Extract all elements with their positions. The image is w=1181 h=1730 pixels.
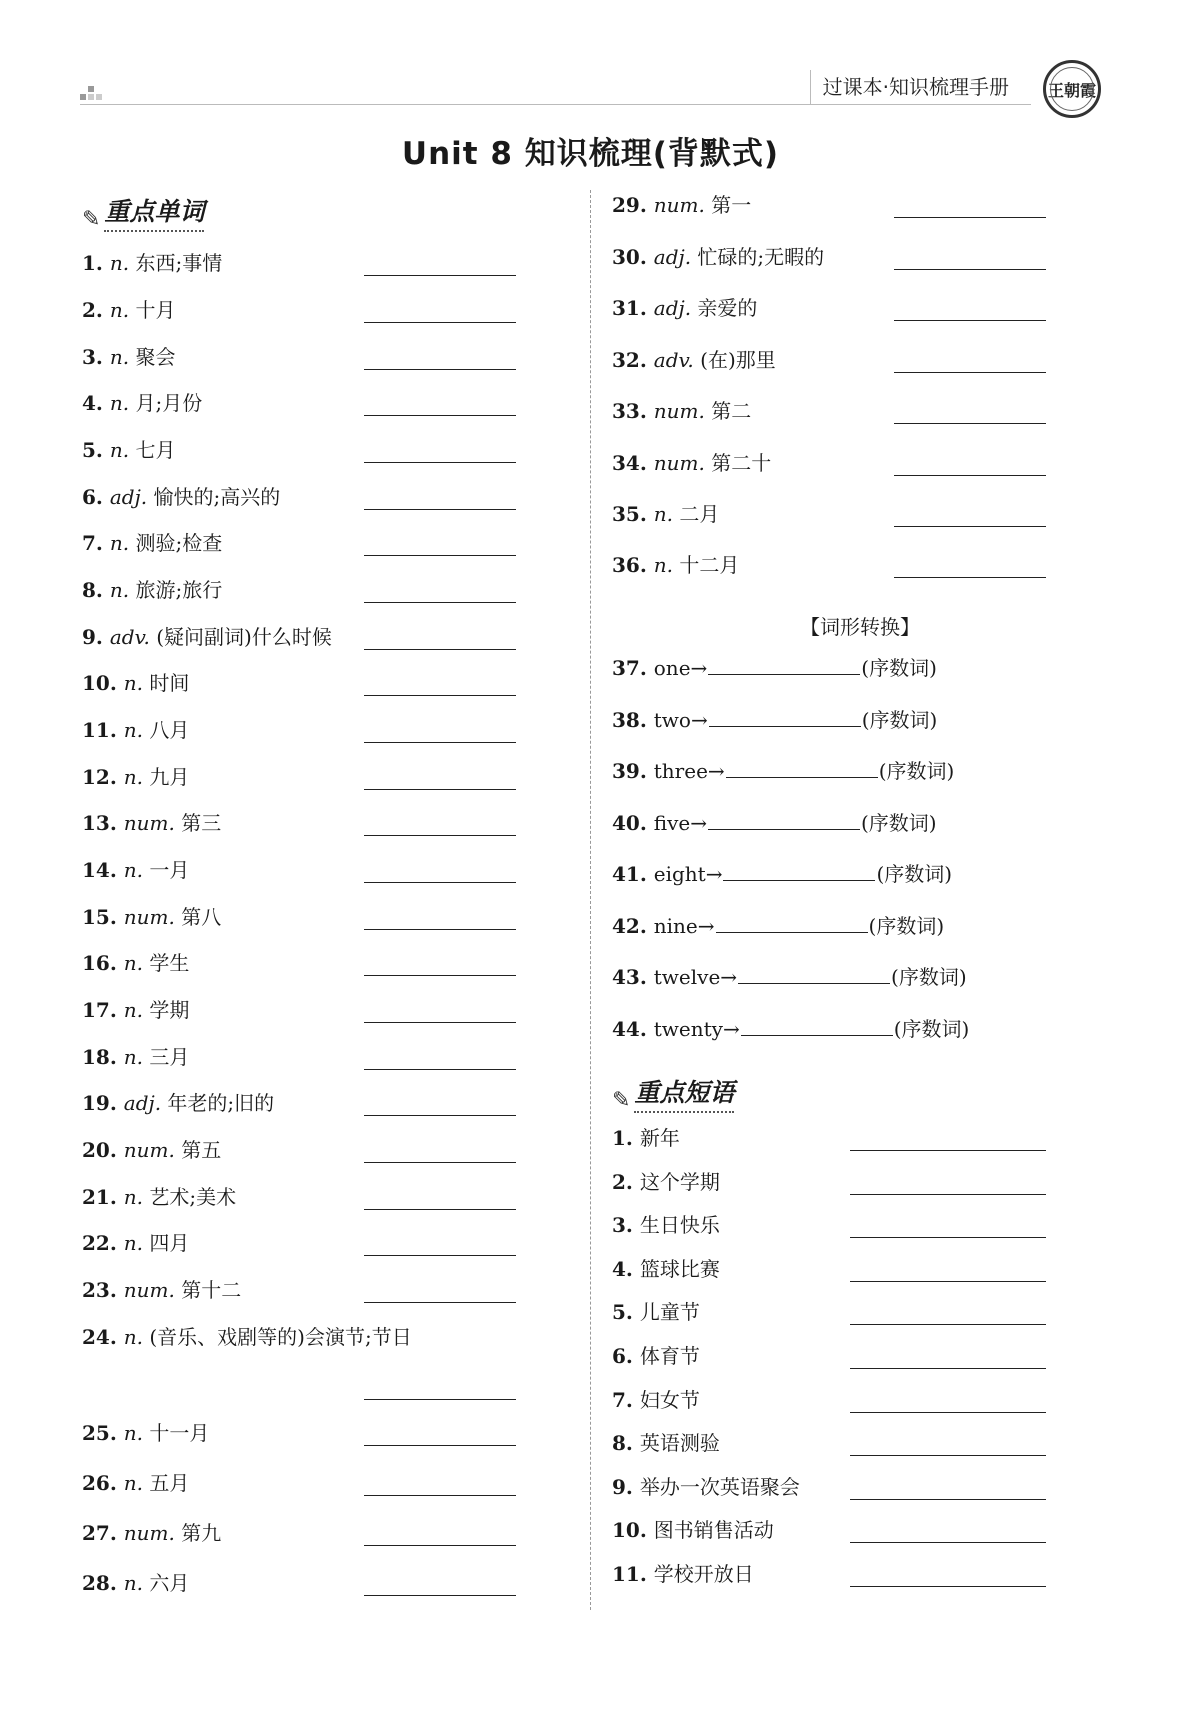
chinese-meaning: 一月 bbox=[149, 858, 190, 882]
chinese-meaning: 时间 bbox=[149, 671, 190, 695]
chinese-meaning: 月;月份 bbox=[135, 391, 203, 415]
word-item bbox=[82, 1567, 189, 1596]
answer-blank[interactable] bbox=[894, 372, 1046, 373]
answer-blank[interactable] bbox=[364, 882, 516, 883]
word-item bbox=[82, 1041, 189, 1070]
item-number: 35. bbox=[612, 502, 654, 526]
answer-blank[interactable] bbox=[364, 1115, 516, 1116]
word-item bbox=[82, 1274, 241, 1303]
word-item bbox=[612, 447, 771, 476]
part-of-speech: num. bbox=[653, 399, 712, 423]
item-number: 2. bbox=[82, 298, 110, 322]
chinese-meaning: 愉快的;高兴的 bbox=[153, 485, 281, 509]
answer-blank[interactable] bbox=[364, 1302, 516, 1303]
word-item bbox=[82, 1087, 274, 1116]
part-of-speech: n. bbox=[123, 1421, 150, 1445]
part-of-speech: num. bbox=[123, 905, 182, 929]
chinese-meaning: 第九 bbox=[181, 1521, 222, 1545]
item-number: 37. bbox=[612, 656, 654, 680]
pen-icon: ✎ bbox=[612, 1088, 631, 1113]
chinese-meaning: 第二 bbox=[711, 399, 752, 423]
part-of-speech: n. bbox=[109, 391, 136, 415]
part-of-speech: n. bbox=[123, 998, 150, 1022]
word-item bbox=[82, 901, 221, 930]
item-number: 9. bbox=[612, 1474, 640, 1499]
item-number: 6. bbox=[612, 1344, 640, 1368]
part-of-speech: adv. bbox=[109, 625, 157, 649]
header-decoration bbox=[80, 86, 102, 104]
item-number: 24. bbox=[82, 1325, 124, 1349]
section-word-transform: 【词形转换】 bbox=[800, 615, 920, 639]
pen-icon: ✎ bbox=[82, 207, 101, 232]
phrase-item bbox=[612, 1558, 754, 1587]
part-of-speech: n. bbox=[123, 1231, 150, 1255]
item-number: 13. bbox=[82, 811, 124, 835]
item-number: 1. bbox=[612, 1126, 640, 1150]
part-of-speech: n. bbox=[123, 1185, 150, 1209]
chinese-meaning: 年老的;旧的 bbox=[167, 1091, 275, 1115]
chinese-meaning: 东西;事情 bbox=[135, 251, 223, 275]
item-number: 25. bbox=[82, 1421, 124, 1445]
phrase-item bbox=[612, 1166, 720, 1195]
word-item bbox=[82, 481, 280, 510]
item-number: 4. bbox=[82, 391, 110, 415]
base-word: nine→ bbox=[653, 913, 715, 938]
item-number: 10. bbox=[612, 1518, 654, 1543]
answer-blank[interactable] bbox=[894, 423, 1046, 424]
chinese-meaning: 学生 bbox=[149, 951, 190, 975]
answer-blank[interactable] bbox=[894, 217, 1046, 218]
publisher-logo: 王朝霞 bbox=[1043, 60, 1101, 118]
word-item bbox=[612, 344, 776, 373]
answer-blank[interactable] bbox=[364, 1495, 516, 1496]
answer-blank[interactable] bbox=[364, 789, 516, 790]
transform-note: (序数词) bbox=[861, 810, 937, 835]
item-number: 36. bbox=[612, 553, 654, 577]
answer-blank[interactable] bbox=[364, 1022, 516, 1023]
answer-blank[interactable] bbox=[894, 269, 1046, 270]
item-number: 26. bbox=[82, 1471, 124, 1495]
transform-item bbox=[612, 1013, 969, 1042]
answer-blank[interactable] bbox=[850, 1455, 1046, 1456]
item-number: 6. bbox=[82, 485, 110, 509]
answer-blank[interactable] bbox=[364, 1069, 516, 1070]
answer-blank[interactable] bbox=[850, 1194, 1046, 1195]
section-key-words: ✎ 重点单词 bbox=[82, 192, 204, 232]
word-item bbox=[82, 1467, 189, 1496]
item-number: 12. bbox=[82, 765, 124, 789]
chinese-meaning: 第一 bbox=[711, 193, 752, 217]
phrase-chinese: 儿童节 bbox=[639, 1300, 700, 1325]
item-number: 34. bbox=[612, 451, 654, 475]
word-item bbox=[82, 761, 189, 790]
word-item bbox=[612, 549, 739, 578]
item-number: 32. bbox=[612, 348, 654, 372]
part-of-speech: n. bbox=[123, 718, 150, 742]
answer-blank[interactable] bbox=[364, 555, 516, 556]
base-word: eight→ bbox=[653, 862, 723, 886]
phrase-item bbox=[612, 1514, 774, 1543]
transform-note: (序数词) bbox=[876, 862, 953, 886]
phrase-chinese: 英语测验 bbox=[639, 1431, 720, 1456]
chinese-meaning: 第五 bbox=[181, 1138, 222, 1162]
answer-blank[interactable] bbox=[894, 526, 1046, 527]
answer-blank[interactable] bbox=[708, 811, 860, 830]
item-number: 4. bbox=[612, 1256, 640, 1281]
part-of-speech: n. bbox=[109, 531, 136, 555]
word-item bbox=[82, 714, 189, 743]
transform-item bbox=[612, 755, 954, 784]
transform-note: (序数词) bbox=[891, 965, 967, 989]
answer-blank[interactable] bbox=[726, 759, 878, 778]
item-number: 33. bbox=[612, 399, 654, 423]
item-number: 11. bbox=[612, 1562, 654, 1586]
part-of-speech: num. bbox=[123, 1138, 182, 1162]
item-number: 15. bbox=[82, 905, 124, 929]
chinese-meaning: 艺术;美术 bbox=[149, 1185, 237, 1209]
item-number: 40. bbox=[612, 810, 654, 835]
word-item bbox=[82, 527, 222, 556]
answer-blank[interactable] bbox=[850, 1368, 1046, 1369]
item-number: 9. bbox=[82, 625, 110, 649]
part-of-speech: n. bbox=[109, 345, 136, 369]
word-item bbox=[82, 1227, 189, 1256]
phrase-chinese: 体育节 bbox=[639, 1344, 700, 1368]
answer-blank[interactable] bbox=[894, 577, 1046, 578]
item-number: 8. bbox=[82, 578, 110, 602]
chinese-meaning: 忙碌的;无暇的 bbox=[697, 245, 825, 269]
chinese-meaning: 十二月 bbox=[679, 553, 740, 577]
word-item bbox=[82, 667, 189, 696]
part-of-speech: num. bbox=[653, 193, 712, 217]
phrase-item bbox=[612, 1296, 700, 1325]
transform-item bbox=[612, 858, 952, 887]
item-number: 3. bbox=[612, 1213, 640, 1238]
answer-blank[interactable] bbox=[894, 475, 1046, 476]
part-of-speech: n. bbox=[109, 438, 136, 462]
answer-blank[interactable] bbox=[850, 1324, 1046, 1325]
answer-blank[interactable] bbox=[364, 1595, 516, 1596]
part-of-speech: n. bbox=[653, 553, 680, 577]
answer-blank[interactable] bbox=[364, 742, 516, 743]
answer-blank[interactable] bbox=[716, 914, 868, 933]
phrase-item bbox=[612, 1471, 800, 1500]
base-word: one→ bbox=[653, 656, 708, 680]
part-of-speech: num. bbox=[123, 811, 182, 835]
section-key-phrases: ✎ 重点短语 bbox=[612, 1073, 734, 1113]
phrase-item bbox=[612, 1340, 700, 1369]
word-item bbox=[612, 395, 751, 424]
answer-blank[interactable] bbox=[364, 1545, 516, 1546]
part-of-speech: n. bbox=[109, 251, 136, 275]
answer-blank[interactable] bbox=[364, 369, 516, 370]
transform-note: (序数词) bbox=[861, 707, 938, 732]
answer-blank[interactable] bbox=[364, 415, 516, 416]
chinese-meaning: 九月 bbox=[149, 765, 190, 789]
transform-item bbox=[612, 910, 944, 939]
word-item bbox=[82, 1321, 412, 1350]
item-number: 22. bbox=[82, 1231, 124, 1255]
item-number: 21. bbox=[82, 1185, 124, 1209]
answer-blank[interactable] bbox=[364, 1209, 516, 1210]
chinese-meaning: 测验;检查 bbox=[135, 531, 223, 555]
phrase-item bbox=[612, 1209, 720, 1238]
part-of-speech: num. bbox=[123, 1521, 182, 1545]
part-of-speech: n. bbox=[123, 951, 150, 975]
item-number: 16. bbox=[82, 951, 124, 975]
word-item bbox=[82, 621, 332, 650]
chinese-meaning: 第十二 bbox=[181, 1278, 242, 1302]
item-number: 31. bbox=[612, 296, 654, 320]
item-number: 7. bbox=[82, 531, 110, 555]
answer-blank[interactable] bbox=[894, 320, 1046, 321]
answer-blank[interactable] bbox=[723, 862, 875, 881]
chinese-meaning: 第三 bbox=[181, 811, 222, 835]
word-item bbox=[82, 947, 189, 976]
item-number: 23. bbox=[82, 1278, 124, 1302]
item-number: 20. bbox=[82, 1138, 124, 1162]
answer-blank[interactable] bbox=[738, 965, 890, 984]
item-number: 3. bbox=[82, 345, 110, 369]
transform-note: (序数词) bbox=[893, 1016, 970, 1041]
item-number: 30. bbox=[612, 245, 654, 269]
transform-item bbox=[612, 704, 937, 733]
word-item bbox=[82, 341, 175, 370]
word-item bbox=[612, 241, 824, 270]
answer-blank[interactable] bbox=[850, 1281, 1046, 1282]
part-of-speech: n. bbox=[109, 578, 136, 602]
word-item bbox=[612, 189, 751, 218]
answer-blank[interactable] bbox=[364, 322, 516, 323]
item-number: 27. bbox=[82, 1521, 124, 1545]
part-of-speech: n. bbox=[123, 671, 150, 695]
answer-blank[interactable] bbox=[850, 1542, 1046, 1543]
book-title: 过课本·知识梳理手册 bbox=[810, 70, 1021, 104]
part-of-speech: n. bbox=[653, 502, 680, 526]
part-of-speech: n. bbox=[123, 858, 150, 882]
phrase-chinese: 学校开放日 bbox=[653, 1562, 754, 1586]
word-item bbox=[82, 1181, 236, 1210]
answer-blank[interactable] bbox=[364, 1162, 516, 1163]
chinese-meaning: 五月 bbox=[149, 1471, 190, 1495]
phrase-chinese: 新年 bbox=[639, 1126, 680, 1150]
word-item bbox=[82, 994, 189, 1023]
item-number: 5. bbox=[82, 438, 110, 462]
chinese-meaning: 六月 bbox=[149, 1571, 190, 1595]
chinese-meaning: (疑问副词)什么时候 bbox=[156, 625, 332, 649]
phrase-item bbox=[612, 1122, 680, 1151]
chinese-meaning: 十月 bbox=[135, 298, 176, 322]
item-number: 18. bbox=[82, 1045, 124, 1069]
item-number: 1. bbox=[82, 251, 110, 275]
item-number: 7. bbox=[612, 1387, 640, 1412]
chinese-meaning: 学期 bbox=[149, 998, 190, 1022]
chinese-meaning: 第八 bbox=[181, 905, 222, 929]
word-item bbox=[82, 1134, 221, 1163]
answer-blank[interactable] bbox=[364, 602, 516, 603]
phrase-item bbox=[612, 1384, 700, 1413]
answer-blank[interactable] bbox=[850, 1586, 1046, 1587]
item-number: 2. bbox=[612, 1169, 640, 1194]
phrase-chinese: 妇女节 bbox=[639, 1387, 700, 1412]
answer-blank[interactable] bbox=[364, 835, 516, 836]
item-number: 19. bbox=[82, 1091, 124, 1115]
part-of-speech: n. bbox=[123, 1325, 150, 1349]
header-rule bbox=[80, 104, 1031, 105]
answer-blank[interactable] bbox=[364, 975, 516, 976]
chinese-meaning: (音乐、戏剧等的)会演节;节日 bbox=[149, 1325, 412, 1349]
phrase-chinese: 这个学期 bbox=[639, 1169, 720, 1194]
item-number: 8. bbox=[612, 1431, 640, 1456]
answer-blank[interactable] bbox=[364, 509, 516, 510]
word-item bbox=[82, 807, 221, 836]
answer-blank[interactable] bbox=[850, 1499, 1046, 1500]
answer-blank[interactable] bbox=[708, 656, 860, 675]
chinese-meaning: 十一月 bbox=[149, 1421, 210, 1445]
part-of-speech: n. bbox=[123, 1571, 150, 1595]
part-of-speech: adj. bbox=[123, 1091, 168, 1115]
item-number: 42. bbox=[612, 913, 654, 938]
column-divider bbox=[590, 190, 591, 1610]
chinese-meaning: 四月 bbox=[149, 1231, 190, 1255]
base-word: twenty→ bbox=[653, 1016, 740, 1041]
part-of-speech: adv. bbox=[653, 348, 701, 372]
item-number: 11. bbox=[82, 718, 124, 742]
item-number: 10. bbox=[82, 671, 124, 695]
chinese-meaning: 二月 bbox=[679, 502, 720, 526]
transform-note: (序数词) bbox=[878, 759, 955, 783]
word-item bbox=[612, 498, 719, 527]
answer-blank[interactable] bbox=[850, 1237, 1046, 1238]
word-item bbox=[612, 292, 757, 321]
chinese-meaning: (在)那里 bbox=[700, 348, 776, 372]
base-word: two→ bbox=[653, 707, 708, 732]
item-number: 14. bbox=[82, 858, 124, 882]
item-number: 38. bbox=[612, 707, 654, 732]
item-number: 43. bbox=[612, 965, 654, 989]
chinese-meaning: 聚会 bbox=[135, 345, 176, 369]
answer-blank[interactable] bbox=[364, 1445, 516, 1446]
item-number: 41. bbox=[612, 862, 654, 886]
base-word: three→ bbox=[653, 759, 725, 783]
transform-item bbox=[612, 807, 937, 836]
word-item bbox=[82, 1517, 221, 1546]
word-item bbox=[82, 434, 175, 463]
base-word: five→ bbox=[653, 810, 707, 835]
word-item bbox=[82, 247, 222, 276]
answer-blank[interactable] bbox=[364, 649, 516, 650]
phrase-chinese: 图书销售活动 bbox=[653, 1518, 774, 1543]
word-item bbox=[82, 294, 175, 323]
chinese-meaning: 七月 bbox=[135, 438, 176, 462]
transform-note: (序数词) bbox=[868, 913, 945, 938]
chinese-meaning: 八月 bbox=[149, 718, 190, 742]
answer-blank[interactable] bbox=[364, 275, 516, 276]
item-number: 28. bbox=[82, 1571, 124, 1595]
transform-note: (序数词) bbox=[861, 656, 937, 680]
part-of-speech: n. bbox=[123, 765, 150, 789]
phrase-chinese: 举办一次英语聚会 bbox=[639, 1474, 800, 1499]
word-item bbox=[82, 387, 202, 416]
part-of-speech: adj. bbox=[653, 245, 698, 269]
item-number: 44. bbox=[612, 1016, 654, 1041]
answer-blank[interactable] bbox=[850, 1412, 1046, 1413]
answer-blank[interactable] bbox=[364, 1399, 516, 1400]
word-item bbox=[82, 574, 222, 603]
item-number: 29. bbox=[612, 193, 654, 217]
part-of-speech: n. bbox=[109, 298, 136, 322]
chinese-meaning: 第二十 bbox=[711, 451, 772, 475]
part-of-speech: num. bbox=[653, 451, 712, 475]
phrase-chinese: 生日快乐 bbox=[639, 1213, 720, 1238]
answer-blank[interactable] bbox=[741, 1017, 893, 1036]
word-item bbox=[82, 1417, 209, 1446]
answer-blank[interactable] bbox=[364, 462, 516, 463]
item-number: 39. bbox=[612, 759, 654, 783]
part-of-speech: num. bbox=[123, 1278, 182, 1302]
answer-blank[interactable] bbox=[364, 1255, 516, 1256]
answer-blank[interactable] bbox=[364, 695, 516, 696]
part-of-speech: n. bbox=[123, 1471, 150, 1495]
item-number: 17. bbox=[82, 998, 124, 1022]
answer-blank[interactable] bbox=[850, 1150, 1046, 1151]
answer-blank[interactable] bbox=[364, 929, 516, 930]
phrase-item bbox=[612, 1253, 720, 1282]
chinese-meaning: 旅游;旅行 bbox=[135, 578, 223, 602]
phrase-chinese: 篮球比赛 bbox=[639, 1256, 720, 1281]
transform-item bbox=[612, 652, 937, 681]
chinese-meaning: 三月 bbox=[149, 1045, 190, 1069]
page-title: Unit 8 知识梳理(背默式) bbox=[401, 136, 780, 172]
chinese-meaning: 亲爱的 bbox=[697, 296, 758, 320]
item-number: 5. bbox=[612, 1300, 640, 1325]
part-of-speech: n. bbox=[123, 1045, 150, 1069]
part-of-speech: adj. bbox=[653, 296, 698, 320]
word-item bbox=[82, 854, 189, 883]
base-word: twelve→ bbox=[653, 965, 738, 989]
part-of-speech: adj. bbox=[109, 485, 154, 509]
answer-blank[interactable] bbox=[709, 708, 861, 727]
transform-item bbox=[612, 961, 967, 990]
phrase-item bbox=[612, 1427, 720, 1456]
